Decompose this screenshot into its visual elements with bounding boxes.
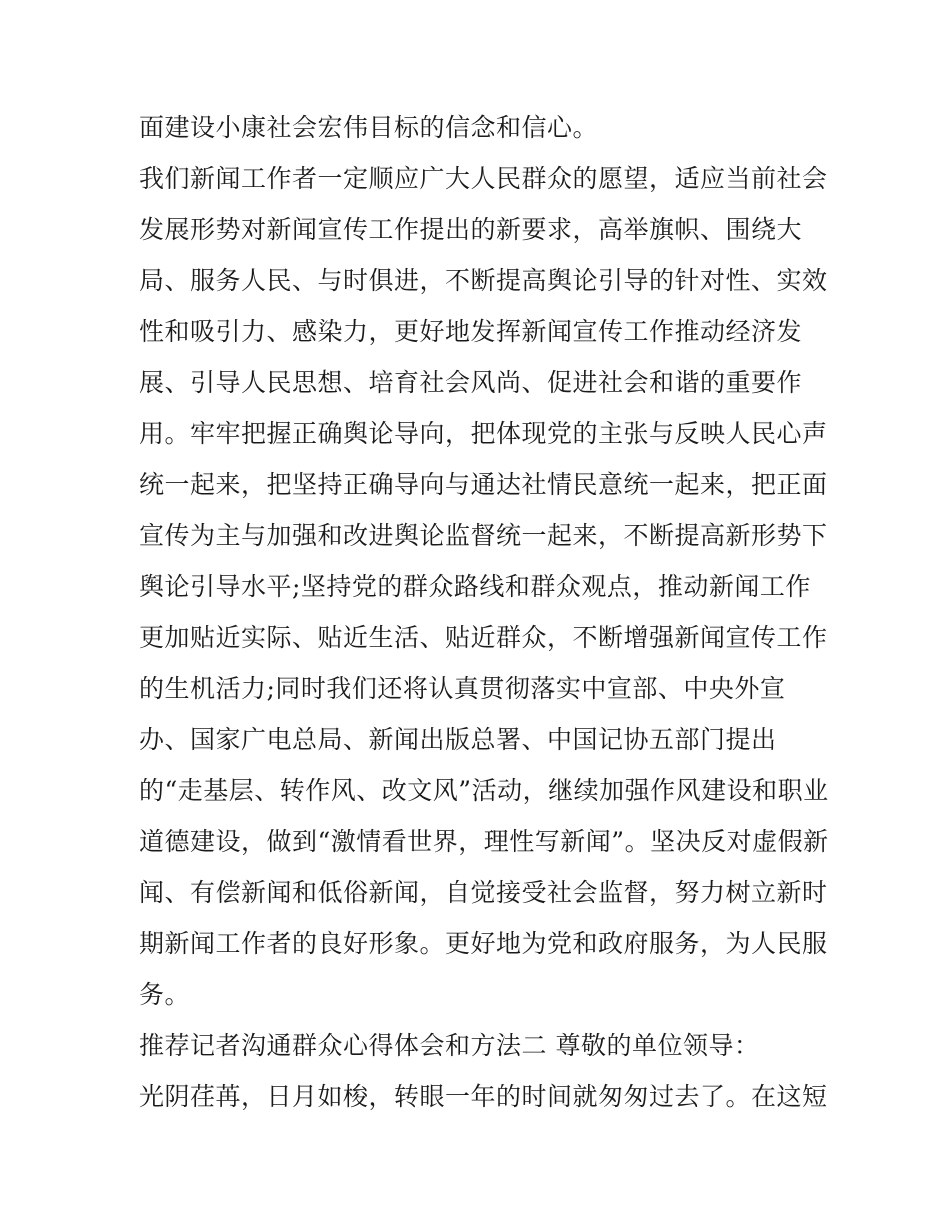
text-line: 性和吸引力、感染力，更好地发挥新闻宣传工作推动经济发 bbox=[139, 317, 803, 346]
text-line: 展、引导人民思想、培育社会风尚、促进社会和谐的重要作 bbox=[139, 368, 803, 397]
text-line: 的生机活力;同时我们还将认真贯彻落实中宣部、中央外宣 bbox=[139, 674, 786, 703]
text-line: 统一起来，把坚持正确导向与通达社情民意统一起来，把正面 bbox=[139, 470, 828, 499]
text-line: 更加贴近实际、贴近生活、贴近群众，不断增强新闻宣传工作 bbox=[139, 623, 828, 652]
text-line: 推荐记者沟通群众心得体会和方法二 尊敬的单位领导： bbox=[139, 1031, 760, 1060]
text-line: 局、服务人民、与时俱进，不断提高舆论引导的针对性、实效 bbox=[139, 266, 828, 295]
text-line: 闻、有偿新闻和低俗新闻，自觉接受社会监督，努力树立新时 bbox=[139, 878, 828, 907]
text-line: 的“走基层、转作风、改文风”活动，继续加强作风建设和职业 bbox=[139, 776, 829, 805]
text-line: 用。牢牢把握正确舆论导向，把体现党的主张与反映人民心声 bbox=[139, 419, 828, 448]
text-line: 宣传为主与加强和改进舆论监督统一起来，不断提高新形势下 bbox=[139, 521, 828, 550]
text-line: 办、国家广电总局、新闻出版总署、中国记协五部门提出 bbox=[139, 725, 777, 754]
text-line: 光阴荏苒，日月如梭，转眼一年的时间就匆匆过去了。在这短 bbox=[139, 1082, 828, 1111]
text-line: 我们新闻工作者一定顺应广大人民群众的愿望，适应当前社会 bbox=[139, 164, 828, 193]
text-line: 发展形势对新闻宣传工作提出的新要求，高举旗帜、围绕大 bbox=[139, 215, 803, 244]
text-line: 道德建设，做到“激情看世界，理性写新闻”。坚决反对虚假新 bbox=[139, 827, 829, 856]
text-line: 期新闻工作者的良好形象。更好地为党和政府服务，为人民服 bbox=[139, 929, 828, 958]
text-line: 面建设小康社会宏伟目标的信念和信心。 bbox=[139, 113, 599, 142]
text-line: 务。 bbox=[139, 980, 191, 1009]
text-line: 舆论引导水平;坚持党的群众路线和群众观点，推动新闻工作 bbox=[139, 572, 811, 601]
